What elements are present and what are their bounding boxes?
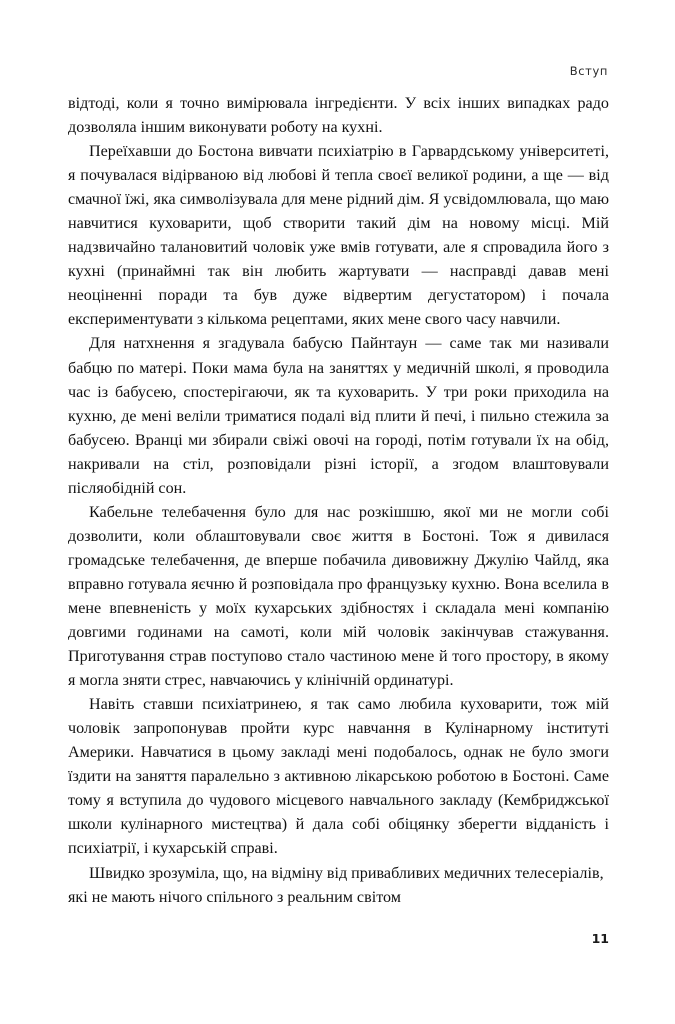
running-head: Вступ — [569, 64, 608, 78]
body-text-block — [68, 92, 609, 910]
body-paragraph: Переїхавши до Бостона вивчати психіатрію в Гарвардському університеті, я почувалася відірваною від любові й тепла своєї великої родини, а ще — від смачної їжі, яка символізувала для мене рідний дім. Я усвідомлювала, що маю навчитися куховарити, щоб створити такий дім на новому місці. Мій надзвичайно талановитий чоловік уже вмів готувати, але я спровадила його з кухні (принаймні так він любить жартувати — насправді давав мені неоціненні поради та був дуже відвертим дегустатором) і почала експериментувати з кількома рецептами, яких мене свого часу навчили. — [68, 143, 609, 329]
body-paragraph: відтоді, коли я точно вимірювала інгредієнти. У всіх інших випадках радо дозволяла іншим виконувати роботу на кухні. — [68, 95, 609, 137]
body-paragraph: Навіть ставши психіатринею, я так само любила куховарити, тож мій чоловік запропонував пройти курс навчання в Кулінарному інституті Америки. Навчатися в цьому закладі мені подобалось, однак не було змоги їздити на заняття паралельно з активною лікарською роботою в Бостоні. Саме тому я вступила до чудового місцевого навчального закладу (Кембриджської школи кулінарного мистецтва) й дала собі обіцянку зберегти відданість і психіатрії, і кухарській справі. — [68, 696, 609, 858]
body-paragraph: Кабельне телебачення було для нас розкішшю, якої ми не могли собі дозволити, коли облаштовували своє життя в Бостоні. Тож я дивилася громадське телебачення, де вперше побачила дивовижну Джулію Чайлд, яка вправно готувала яєчню й розповідала про французьку кухню. Вона вселила в мене впевненість у моїх кухарських здібностях і складала мені компанію довгими годинами на самоті, коли мій чоловік закінчував стажування. Приготування страв поступово стало частиною мене й того простору, в якому я могла зняти стрес, навчаючись у клінічній ординатурі. — [68, 503, 609, 690]
page-number: 11 — [591, 931, 609, 946]
body-paragraph: Швидко зрозуміла, що, на відміну від привабливих медичних телесеріалів, які не мають нічого спільного з реальним світом — [68, 864, 604, 906]
body-paragraph: Для натхнення я згадувала бабусю Пайнтаун — саме так ми називали бабцю по матері. Поки мама була на заняттях у медичній школі, я проводила час із бабусею, спостерігаючи, як та куховарить. У три роки приходила на кухню, де мені веліли триматися подалі від плити й печі, і пильно стежила за бабусею. Вранці ми збирали свіжі овочі на городі, потім готували їх на обід, накривали на стіл, розповідали різні історії, а згодом влаштовували післяобідній сон. — [68, 335, 609, 497]
